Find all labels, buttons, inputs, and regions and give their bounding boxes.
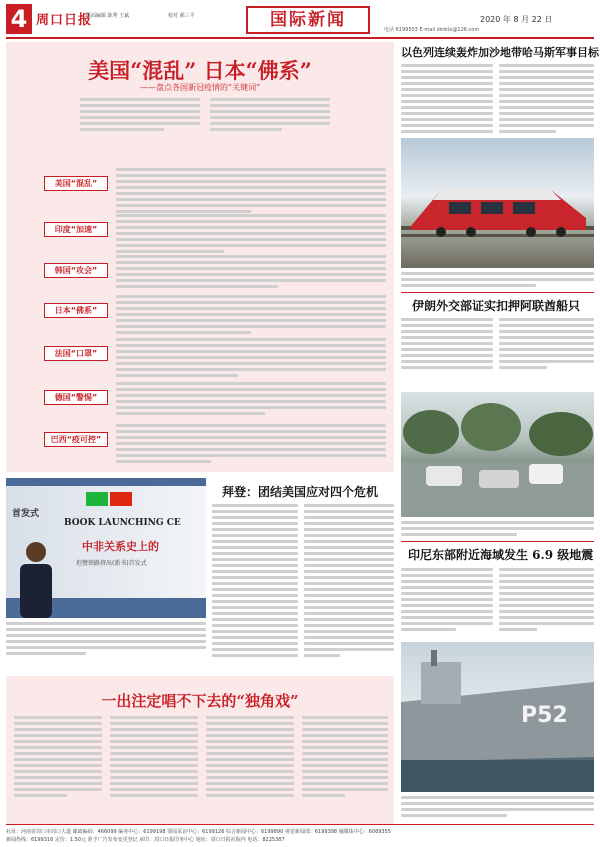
china-flag-icon bbox=[110, 492, 132, 506]
text-usa bbox=[116, 168, 386, 216]
ship-caption bbox=[401, 796, 594, 820]
section-title: 国际新闻 bbox=[246, 6, 370, 34]
lead-intro-right bbox=[210, 98, 330, 134]
indonesia-text-col2 bbox=[499, 568, 594, 634]
header-rule bbox=[6, 37, 594, 39]
text-brazil bbox=[116, 424, 386, 466]
editor-credit: 版面编辑 陈秀 王斌 bbox=[86, 13, 130, 19]
banner-chinese-sub: 坦赞铁路挤出(新书)首发式 bbox=[76, 560, 147, 567]
tag-korea: 韩国“攻会” bbox=[44, 263, 108, 278]
bottom-headline: 一出注定唱不下去的“独角戏” bbox=[101, 692, 299, 710]
book-launch-photo bbox=[6, 478, 206, 618]
tag-india: 印度“加速” bbox=[44, 222, 108, 237]
tag-usa: 美国“混乱” bbox=[44, 176, 108, 191]
banner-english: BOOK LAUNCHING CE bbox=[64, 518, 181, 528]
text-japan bbox=[116, 295, 386, 337]
indonesia-text-col1 bbox=[401, 568, 493, 634]
footer-rule bbox=[6, 824, 594, 825]
footer bbox=[6, 828, 594, 844]
israel-text-col1 bbox=[401, 64, 493, 136]
banner-chinese-left: 首发式 bbox=[12, 509, 40, 519]
bottom-text-col1 bbox=[14, 716, 102, 800]
train-photo bbox=[401, 138, 594, 268]
proofreader-credit: 校对 郝三平 bbox=[168, 13, 195, 19]
divider-iran bbox=[401, 292, 594, 293]
biden-text-col2 bbox=[304, 504, 394, 660]
flood-caption bbox=[401, 521, 594, 539]
banner-chinese-main: 中非关系史上的 bbox=[82, 540, 159, 553]
ship-illustration bbox=[401, 642, 594, 792]
iran-text-col1 bbox=[401, 318, 493, 372]
tag-brazil: 巴西“疫可控” bbox=[44, 432, 108, 447]
indonesia-headline: 印尼东部附近海域发生 6.9 级地震 bbox=[408, 548, 594, 562]
text-korea bbox=[116, 255, 386, 291]
biden-text-col1 bbox=[212, 504, 298, 660]
bottom-text-col3 bbox=[206, 716, 294, 800]
contact-line: 电话 6199503 E-mail zkrbtx@126.com bbox=[384, 27, 480, 33]
text-france bbox=[116, 338, 386, 380]
footer-line-1: 社址：河南省周口市周口大道 邮政编码：466099 编务中心：6199198 要闻采访中心：6199126 综合新闻中心：6199890 视觉新闻部：6199398 融媒体中心：6069355 bbox=[6, 829, 391, 835]
tanzania-flag-icon bbox=[86, 492, 108, 506]
train-illustration bbox=[401, 138, 594, 268]
tag-japan: 日本“佛系” bbox=[44, 303, 108, 318]
iran-text-col2 bbox=[499, 318, 594, 372]
text-india bbox=[116, 214, 386, 256]
lead-subheadline: ——盘点各国新冠疫情的“关键词” bbox=[140, 83, 261, 92]
bottom-text-col2 bbox=[110, 716, 198, 800]
train-caption bbox=[401, 272, 594, 290]
tag-france: 法国“口罩” bbox=[44, 346, 108, 361]
ship-hull-number: P52 bbox=[521, 703, 568, 728]
biden-headline: 拜登：团结美国应对四个危机 bbox=[222, 485, 379, 499]
iran-headline: 伊朗外交部证实扣押阿联酋船只 bbox=[412, 299, 581, 313]
page-number: 4 bbox=[6, 4, 32, 34]
flood-photo bbox=[401, 392, 594, 517]
footer-line-2: 新闻热线：6199316 定价：1.50元 准予广告发布变更登记 承印：周口日报印务中心 地址：周口日报社院内 电话：8225387 bbox=[6, 837, 285, 843]
israel-headline: 以色列连续轰炸加沙地带哈马斯军事目标 bbox=[401, 46, 599, 59]
lead-intro-left bbox=[80, 98, 200, 134]
flood-illustration bbox=[401, 392, 594, 517]
text-germany bbox=[116, 382, 386, 418]
lead-headline: 美国“混乱” 日本“佛系” bbox=[88, 58, 312, 83]
divider-indonesia bbox=[401, 541, 594, 542]
tag-germany: 德国“警惕” bbox=[44, 390, 108, 405]
masthead-logo: 周口日报 bbox=[36, 13, 93, 28]
issue-date: 2020 年 8 月 22 日 bbox=[480, 15, 553, 24]
ship-photo bbox=[401, 642, 594, 792]
israel-text-col2 bbox=[499, 64, 594, 136]
book-caption bbox=[6, 622, 206, 658]
speaker-figure bbox=[16, 536, 56, 618]
bottom-text-col4 bbox=[302, 716, 388, 800]
